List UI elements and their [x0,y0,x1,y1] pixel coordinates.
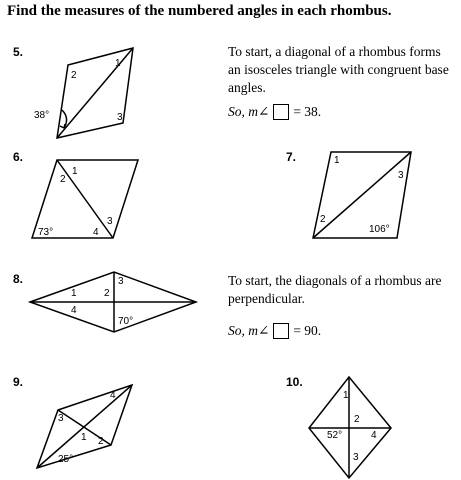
answer-5-prefix: So, m∠ [228,104,270,119]
rhombus-10-angle-4: 4 [371,430,377,441]
rhombus-7-angle-2: 2 [320,214,326,225]
rhombus-6 [32,160,138,238]
rhombus-5-angle-1: 1 [115,58,121,69]
rhombus-7 [313,152,411,238]
rhombus-10-given-angle: 52° [327,430,343,441]
rhombus-10-angle-2: 2 [354,414,360,425]
rhombus-7-given-angle: 106° [369,224,390,235]
rhombus-8-angle-4: 4 [71,305,77,316]
page-title: Find the measures of the numbered angles in each rhombus. [7,3,392,19]
rhombus-6-angle-2: 2 [60,174,66,185]
rhombus-6-angle-3: 3 [107,216,113,227]
rhombus-10-angle-3: 3 [353,452,359,463]
rhombus-6-angle-4: 4 [93,227,99,238]
problem-number-6: 6. [13,150,24,164]
rhombus-6-angle-1: 1 [72,166,78,177]
rhombus-7-angle-3: 3 [398,170,404,181]
rhombus-10-angle-1: 1 [343,390,349,401]
rhombus-5-angle-2: 2 [71,70,77,81]
problem-number-8: 8. [13,272,24,286]
answer-8-prefix: So, m∠ [228,323,270,338]
answer-8-suffix: = 90. [293,323,322,338]
rhombus-8-given-angle: 70° [118,316,134,327]
rhombus-6-given-angle: 73° [38,227,54,238]
rhombus-5-angle-3: 3 [117,112,123,123]
rhombus-5-given-angle: 38° [34,110,50,121]
rhombus-9-angle-2: 2 [98,436,104,447]
rhombus-8-angle-2: 2 [104,288,110,299]
problem-number-7: 7. [286,150,297,164]
hint-5-text: To start, a diagonal of a rhombus forms an isosceles triangle with congruent base angles. [228,44,449,95]
problem-number-5: 5. [13,45,24,59]
problem-number-10: 10. [286,375,303,389]
rhombus-9 [37,385,132,468]
rhombus-9-angle-4: 4 [110,390,116,401]
rhombus-7-angle-1: 1 [334,155,340,166]
rhombus-9-angle-3: 3 [58,413,64,424]
rhombus-5 [34,48,133,138]
rhombus-8-angle-1: 1 [71,288,77,299]
rhombus-9-given-angle: 25° [58,454,74,465]
answer-5-suffix: = 38. [293,104,322,119]
rhombus-8-angle-3: 3 [118,276,124,287]
problem-number-9: 9. [13,375,24,389]
rhombus-10 [309,377,391,478]
rhombus-9-angle-1: 1 [81,432,87,443]
rhombus-8 [30,272,196,332]
hint-8-text: To start, the diagonals of a rhombus are perpendicular. [228,273,442,306]
